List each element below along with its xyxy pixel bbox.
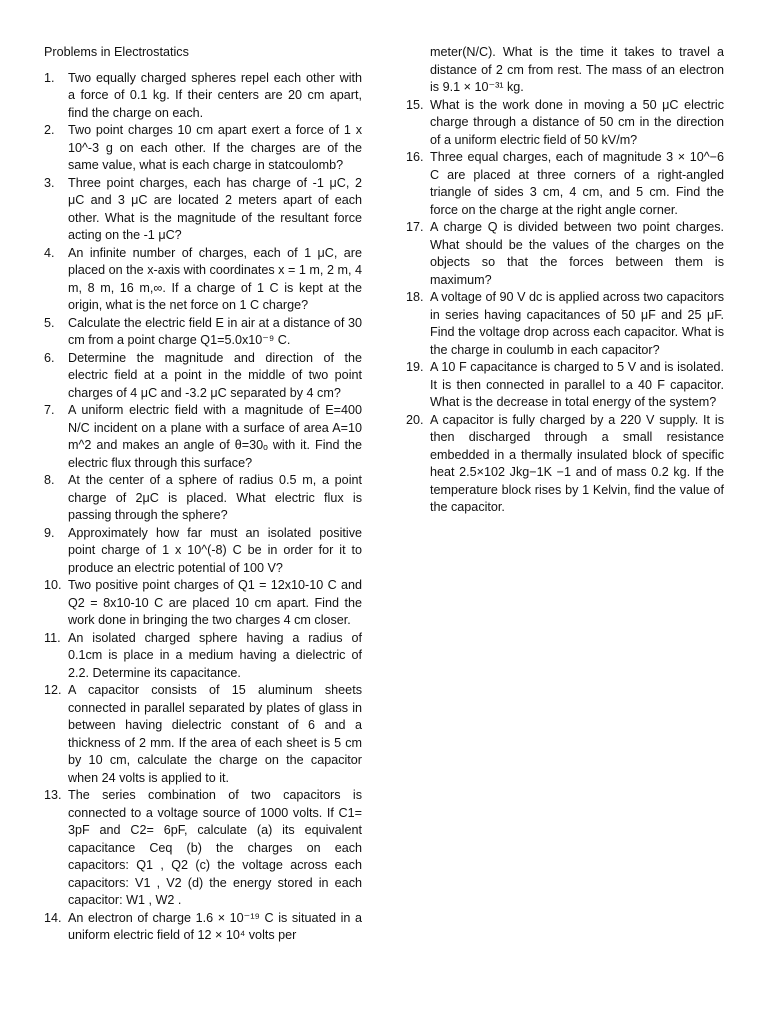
problem-number: 3. xyxy=(44,175,55,190)
problem-item-20 xyxy=(406,412,724,517)
problem-number: 17. xyxy=(406,220,424,234)
problem-item-10 xyxy=(44,577,362,630)
problem-item-2 xyxy=(44,122,362,175)
problem-item-15 xyxy=(406,97,724,150)
problem-text: An isolated charged sphere having a radius of 0.1cm is place in a medium having a dielectric of 2.2. Determine its capacitance. xyxy=(68,630,362,680)
problem-item-4 xyxy=(44,245,362,315)
problem-item-13 xyxy=(44,787,362,910)
problem-item-14-continued xyxy=(406,44,724,97)
problem-text: An electron of charge 1.6 × 10⁻¹⁹ C is situated in a uniform electric field of 12 × 10⁴ volts per xyxy=(68,910,362,942)
problem-text: Two equally charged spheres repel each other with a force of 0.1 kg. If their centers are 20 cm apart, find the charge on each. xyxy=(68,70,362,120)
problem-number: 1. xyxy=(44,70,55,85)
problem-text: A 10 F capacitance is charged to 5 V and is isolated. It is then connected in parallel to a 40 F capacitor. What is the decrease in total energy of the system? xyxy=(430,360,724,409)
problem-number: 7. xyxy=(44,403,55,417)
problem-number: 10. xyxy=(44,578,62,592)
problem-item-19 xyxy=(406,359,724,412)
problem-item-6 xyxy=(44,350,362,403)
problem-list-left xyxy=(44,70,362,945)
problem-text: A capacitor is fully charged by a 220 V supply. It is then discharged through a small resistance embedded in a thermally insulated block of specific heat 2.5×102 Jkg−1K −1 and of mass 0.2 kg. If the temperature block rises by 1 Kelvin, find the value of the capacitor. xyxy=(430,412,724,514)
problem-number: 18. xyxy=(406,290,424,304)
problem-item-11 xyxy=(44,630,362,683)
problem-text: Determine the magnitude and direction of the electric field at a point in the middle of two point charges of 4 μC and -3.2 μC separated by 4 cm? xyxy=(68,350,362,400)
problem-item-18 xyxy=(406,289,724,359)
problem-text: At the center of a sphere of radius 0.5 m, a point charge of 2μC is placed. What electric flux is passing through the sphere? xyxy=(68,473,362,522)
problem-text: The series combination of two capacitors is connected to a voltage source of 1000 volts. If C1= 3pF and C2= 6pF, calculate (a) its equivalent capacitance Ceq (b) the charges on each capacitors: Q1 , Q2 (c) the voltage across each capacitors: V1 , V2 (d) the energy stored in each capacitor: W1 , W2 . xyxy=(68,788,362,907)
problem-text: Two positive point charges of Q1 = 12x10-10 C and Q2 = 8x10-10 C are placed 10 cm apart. Find the work done in bringing the two charges 4 cm closer. xyxy=(68,578,362,627)
problem-number: 5. xyxy=(44,315,55,330)
problem-number: 8. xyxy=(44,473,55,487)
problem-number: 9. xyxy=(44,525,55,540)
problem-number: 14. xyxy=(44,910,62,925)
problem-text: Three point charges, each has charge of -1 μC, 2 μC and 3 μC are located 2 meters apart of each other. What is the magnitude of the resultant force acting on the -1 μC? xyxy=(68,175,362,242)
problem-text: meter(N/C). What is the time it takes to travel a distance of 2 cm from rest. The mass of an electron is 9.1 × 10⁻³¹ kg. xyxy=(430,45,724,94)
problem-item-12 xyxy=(44,682,362,787)
problem-text: Two point charges 10 cm apart exert a force of 1 x 10^-3 g on each other. If the charges are of the same value, what is each charge in statcoulomb? xyxy=(68,123,362,172)
problem-number: 2. xyxy=(44,123,55,137)
problem-text: A charge Q is divided between two point charges. What should be the values of the charges on the objects so that the forces between them is maximum? xyxy=(430,220,724,287)
problem-item-1 xyxy=(44,70,362,123)
problem-text: Three equal charges, each of magnitude 3 × 10^−6 C are placed at three corners of a right-angled triangle of sides 3 cm, 4 cm, and 5 cm. Find the force on the charge at the right angle corner. xyxy=(430,150,724,217)
problem-text: Approximately how far must an isolated positive point charge of 1 x 10^(-8) C be in order for it to produce an electric potential of 100 V? xyxy=(68,525,362,575)
problem-number: 4. xyxy=(44,245,55,260)
problem-text: A capacitor consists of 15 aluminum sheets connected in parallel separated by plates of glass in between having dielectric constant of 6 and a thickness of 2 mm. If the area of each sheet is 5 cm by 10 cm, calculate the charge on the capacitor when 24 volts is applied to it. xyxy=(68,683,362,785)
problem-number: 16. xyxy=(406,150,424,164)
problem-number: 6. xyxy=(44,350,55,365)
problem-item-14 xyxy=(44,910,362,945)
problem-text: Calculate the electric field E in air at a distance of 30 cm from a point charge Q1=5.0x10⁻⁹ C. xyxy=(68,315,362,347)
document-title: Problems in Electrostatics xyxy=(44,45,189,59)
problem-item-5 xyxy=(44,315,362,350)
problem-text: A uniform electric field with a magnitude of E=400 N/C incident on a plane with a surface of area A=10 m^2 and makes an angle of θ=30ₒ with it. Find the electric flux through this surface? xyxy=(68,403,362,470)
problem-text: A voltage of 90 V dc is applied across two capacitors in series having capacitances of 50 μF and 25 μF. Find the voltage drop across each capacitor. What is the charge in coulumb in each capacitor? xyxy=(430,290,724,357)
problem-list-right xyxy=(406,44,724,517)
problem-text: An infinite number of charges, each of 1 μC, are placed on the x-axis with coordinates x = 1 m, 2 m, 4 m, 8 m, 16 m,∞. If a charge of 1 C is kept at the origin, what is the net force on 1 C charge? xyxy=(68,245,362,312)
problem-number: 15. xyxy=(406,97,424,112)
problem-text: What is the work done in moving a 50 μC electric charge through a distance of 50 cm in the direction of a uniform electric field of 50 kV/m? xyxy=(430,97,724,147)
problem-item-8 xyxy=(44,472,362,525)
problem-item-7 xyxy=(44,402,362,472)
problem-number: 11. xyxy=(44,630,61,645)
right-column xyxy=(406,44,724,517)
problem-number: 19. xyxy=(406,360,424,374)
problem-number: 12. xyxy=(44,683,62,697)
left-column xyxy=(44,44,362,945)
problem-number: 20. xyxy=(406,412,424,427)
problem-item-17 xyxy=(406,219,724,289)
problem-item-16 xyxy=(406,149,724,219)
problem-number: 13. xyxy=(44,788,62,802)
problem-item-3 xyxy=(44,175,362,245)
problem-item-9 xyxy=(44,525,362,578)
